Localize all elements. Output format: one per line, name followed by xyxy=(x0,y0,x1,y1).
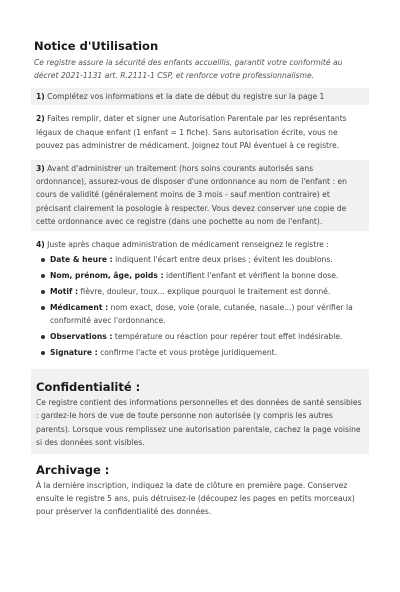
list-item xyxy=(50,346,364,359)
step-text: Avant d'administrer un traitement (hors soins courants autorisés sans ordonnance), assurez-vous de disposer d'une ordonnance au nom de l'enfant : en cours de validité (généralement moins de 3 mois - sauf mention contraire) et précisant clairement la posologie à respecter. Vous devez conserver une copie de cette ordonnance avec ce registre (dans une pochette au nom de l'enfant). xyxy=(36,163,347,227)
archiving-text: À la dernière inscription, indiquez la date de clôture en première page. Conservez ensuite le registre 5 ans, puis détruisez-le (découpez les pages en petits morceaux) pour préserver la confidentialité des données. xyxy=(36,480,355,517)
confidentiality-text: Ce registre contient des informations personnelles et des données de santé sensibles : gardez-le hors de vue de toute personne non autorisée (y compris les autres parents). Lorsque vous remplissez une autorisation parentale, cachez la page voisine si des données sont visibles. xyxy=(36,397,362,448)
bullet-label: Nom, prénom, âge, poids : xyxy=(50,270,164,280)
step-4 xyxy=(31,236,369,364)
bullet-text: nom exact, dose, voie (orale, cutanée, nasale...) pour vérifier la conformité avec l'ordonnance. xyxy=(50,302,353,326)
step-number: 3) xyxy=(36,163,45,173)
list-item xyxy=(50,253,364,266)
step-number: 1) xyxy=(36,92,45,101)
step-text: Faites remplir, dater et signer une Autorisation Parentale par les représentants légaux de chaque enfant (1 enfant = 1 fiche). Sans autorisation écrite, vous ne pouvez pas administrer de médicament. Joignez tout PAI éventuel à ce registre. xyxy=(36,114,347,151)
register-fields-list xyxy=(36,253,364,359)
notice-content xyxy=(34,38,366,519)
step-number: 4) xyxy=(36,239,45,249)
archiving-section xyxy=(34,462,366,519)
bullet-label: Motif : xyxy=(50,286,78,296)
page-title: Notice d'Utilisation xyxy=(34,39,159,53)
bullet-text: température ou réaction pour repérer tout effet indésirable. xyxy=(112,332,343,342)
step-3 xyxy=(31,160,369,231)
list-item xyxy=(50,285,364,298)
step-1 xyxy=(31,88,369,105)
intro-text: Ce registre assure la sécurité des enfants accueillis, garantit votre conformité au décret 2021-1131 art. R.2111-1 CSP, et renforce votre professionnalisme. xyxy=(34,58,343,80)
list-item xyxy=(50,301,364,328)
step-number: 2) xyxy=(36,114,45,124)
bullet-label: Date & heure : xyxy=(50,255,113,265)
confidentiality-title: Confidentialité : xyxy=(36,379,141,394)
bullet-label: Médicament : xyxy=(50,302,109,312)
step-2 xyxy=(31,110,369,154)
step-text: Juste après chaque administration de médicament renseignez le registre : xyxy=(44,239,329,249)
bullet-label: Signature : xyxy=(50,348,98,357)
step-text: Complétez vos informations et la date de début du registre sur la page 1 xyxy=(44,92,325,101)
confidentiality-section xyxy=(31,369,369,454)
bullet-text: indiquent l'écart entre deux prises ; évitent les doublons. xyxy=(112,255,333,265)
bullet-text: confirme l'acte et vous protège juridiquement. xyxy=(97,348,278,357)
archiving-title: Archivage : xyxy=(36,462,110,477)
bullet-text: identifient l'enfant et vérifient la bonne dose. xyxy=(163,270,339,280)
list-item xyxy=(50,269,364,282)
bullet-label: Observations : xyxy=(50,332,113,342)
list-item xyxy=(50,330,364,343)
bullet-text: fièvre, douleur, toux... explique pourquoi le traitement est donné. xyxy=(78,286,331,296)
